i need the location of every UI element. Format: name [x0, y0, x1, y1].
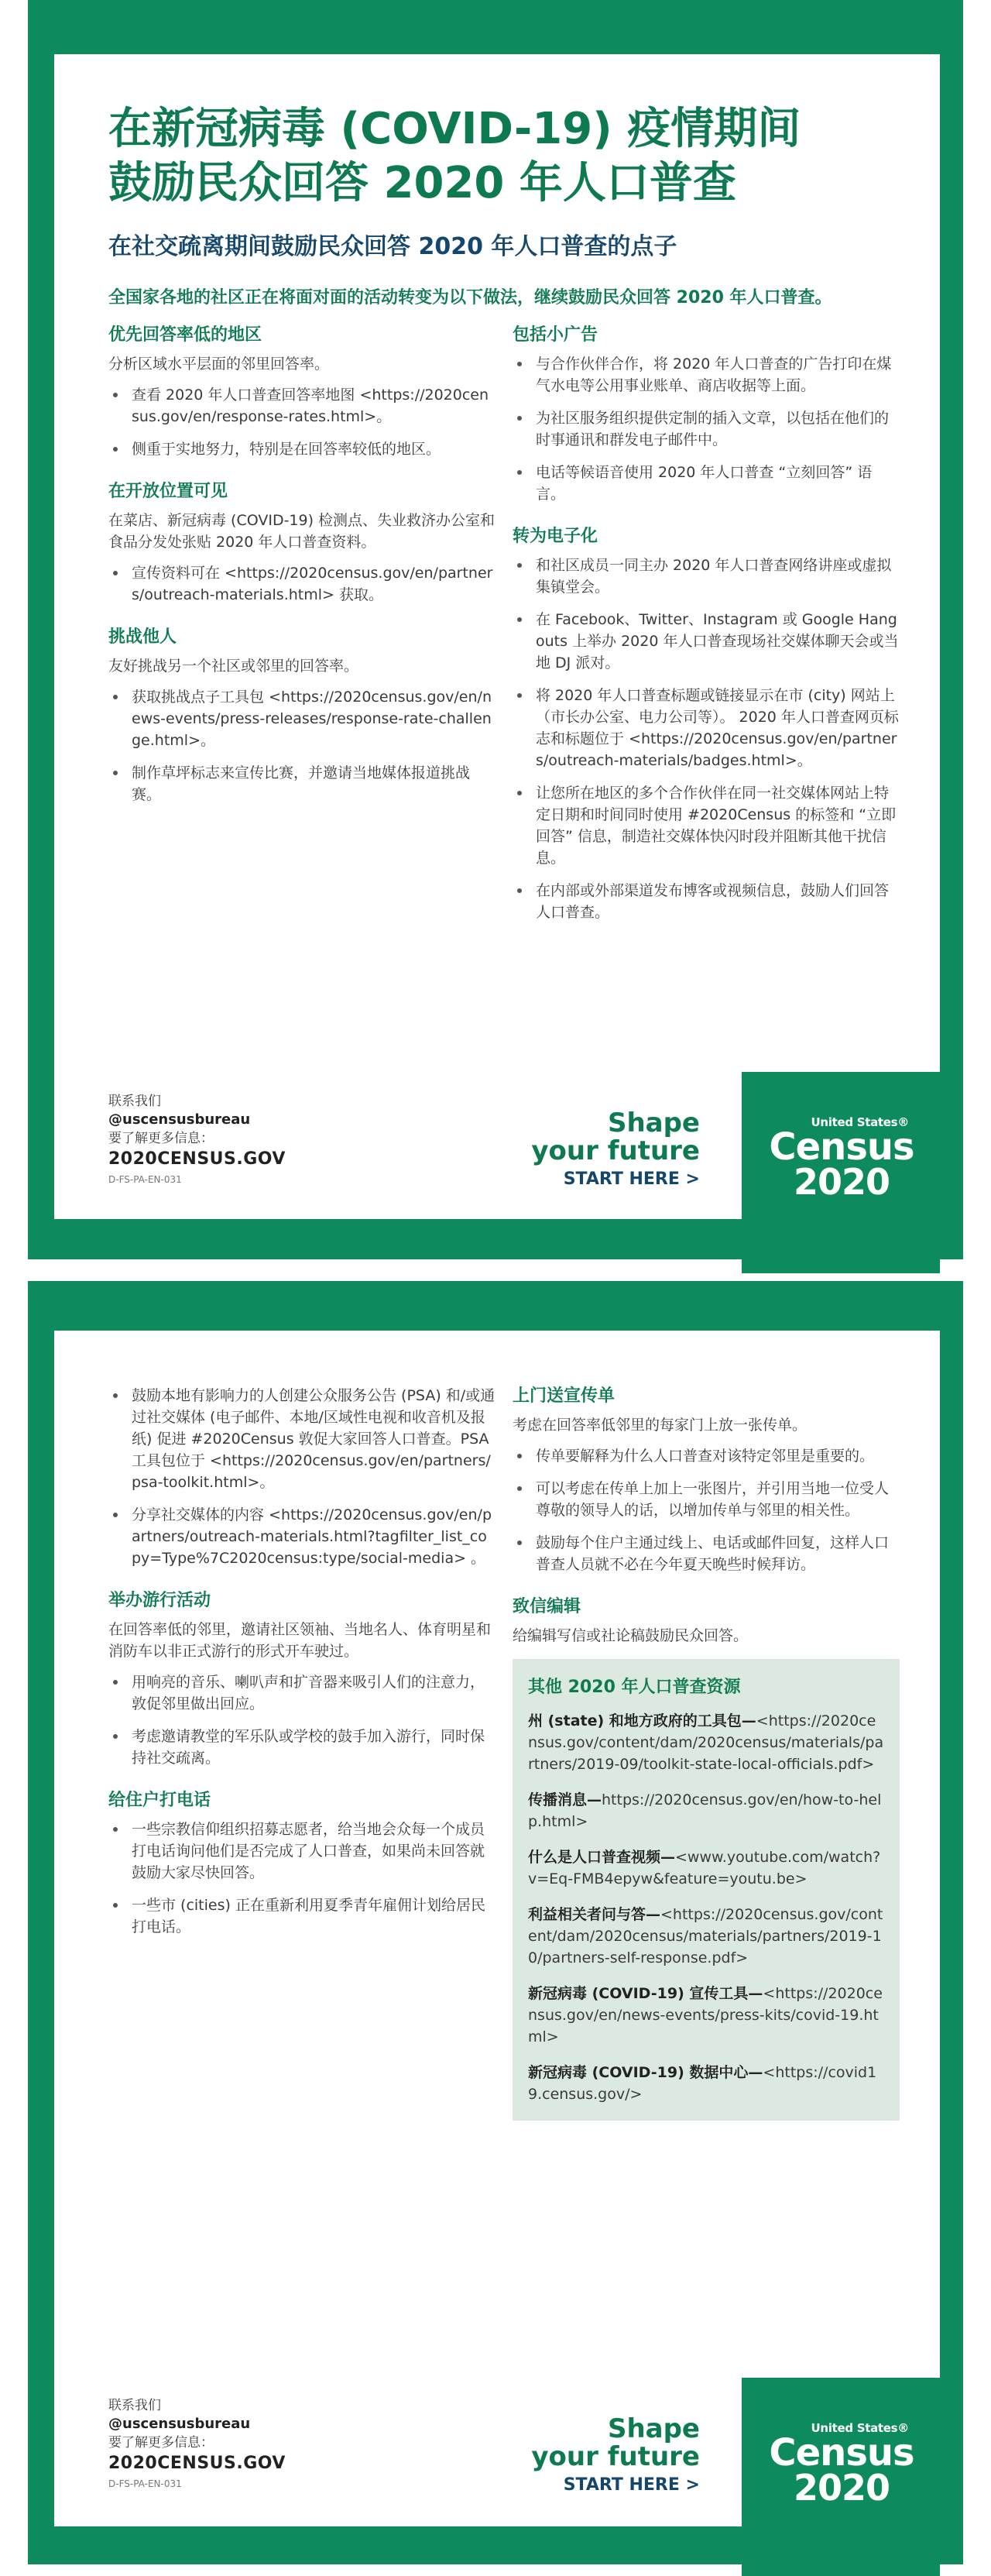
- section-heading: 在开放位置可见: [108, 482, 228, 501]
- bullet-list: [108, 1819, 496, 1938]
- section-challenge-others: [108, 626, 496, 805]
- resource-item: 传播消息—https://2020census.gov/en/how-to-help.html>: [528, 1791, 882, 1830]
- list-item: 在内部或外部渠道发布博客或视频信息，鼓励人们回答人口普查。: [513, 880, 900, 923]
- contact-label: 联系我们: [108, 2398, 161, 2413]
- section-text: 给编辑写信或社论稿鼓励民众回答。: [513, 1627, 749, 1644]
- resource-item: 新冠病毒 (COVID-19) 数据中心—<https://covid19.census.gov/>: [528, 2064, 877, 2103]
- list-item: 一些市 (cities) 正在重新利用夏季青年雇佣计划给居民打电话。: [108, 1894, 496, 1938]
- list-item: 用响亮的音乐、喇叭声和扩音器来吸引人们的注意力，敦促邻里做出回应。: [108, 1671, 496, 1715]
- page-subtitle: 在社交疏离期间鼓励民众回答 2020 年人口普查的点子: [108, 233, 677, 260]
- list-item: 在 Facebook、Twitter、Instagram 或 Google Hangouts 上举办 2020 年人口普查现场社交媒体聊天会或当地 DJ 派对。: [513, 609, 900, 674]
- list-item: 鼓励本地有影响力的人创建公众服务公告 (PSA) 和/或通过社交媒体 (电子邮件、本地/区域性电视和收音机及报纸) 促进 #2020Census 敦促大家回答人口普查。PSA 工具包位于 <https://2020census.gov/en/partners/psa-toolkit.html>。: [108, 1385, 496, 1493]
- shape-your-future-tagline: Shape your future START HERE >: [531, 2415, 700, 2497]
- resource-item: 新冠病毒 (COVID-19) 宣传工具—<https://2020census.gov/en/news-events/press-kits/covid-19.html>: [528, 1985, 883, 2045]
- resources-box: [513, 1659, 900, 2121]
- bullet-list: [513, 555, 900, 923]
- section-influencers: [108, 1385, 496, 1569]
- resource-link[interactable]: <https://2020census.gov/content/dam/2020census/materials/partners/2019-09/toolkit-state-local-officials.pdf>: [528, 1712, 884, 1773]
- resource-item: 利益相关者问与答—<https://2020census.gov/content/dam/2020census/materials/partners/2019-10/partners-self-response.pdf>: [528, 1906, 883, 1966]
- section-heading: 上门送宣传单: [513, 1386, 616, 1406]
- left-column: [108, 1385, 496, 1958]
- list-item: 将 2020 年人口普查标题或链接显示在市 (city) 网站上（市长办公室、电力公司等）。 2020 年人口普查网页标志和标题位于 <https://2020census.gov/en/partners/outreach-materials/badges.html>。: [513, 685, 900, 771]
- list-item: 宣传资料可在 <https://2020census.gov/en/partners/outreach-materials.html> 获取。: [108, 562, 496, 606]
- resources-heading: 其他 2020 年人口普查资源: [528, 1678, 741, 1697]
- section-text: 考虑在回答率低邻里的每家门上放一张传单。: [513, 1417, 808, 1434]
- section-low-response-areas: [108, 324, 496, 460]
- section-heading: 给住户打电话: [108, 1791, 211, 1810]
- document-code: D-FS-PA-EN-031: [108, 2478, 182, 2489]
- section-parade: [108, 1589, 496, 1769]
- section-heading: 转为电子化: [513, 527, 598, 546]
- section-heading: 举办游行活动: [108, 1591, 211, 1610]
- section-text: 友好挑战另一个社区或邻里的回答率。: [108, 658, 359, 675]
- bullet-list: [108, 562, 496, 606]
- website-link[interactable]: 2020CENSUS.GOV: [108, 2454, 286, 2473]
- right-column: [513, 324, 900, 943]
- more-info-label: 要了解更多信息：: [108, 2435, 214, 2451]
- website-link[interactable]: 2020CENSUS.GOV: [108, 1149, 286, 1169]
- document-code: D-FS-PA-EN-031: [108, 1174, 182, 1185]
- list-item: 分享社交媒体的内容 <https://2020census.gov/en/partners/outreach-materials.html?tagfilter_list_copy=Type%7C2020census:type/social-media> 。: [108, 1504, 496, 1569]
- resource-link[interactable]: <www.youtube.com/watch?v=Eq-FMB4epyw&feature=youtu.be>: [528, 1849, 881, 1887]
- page-2: [28, 1281, 963, 2564]
- census-2020-logo: United States® Census 2020: [769, 2421, 914, 2509]
- section-text: 分析区域水平层面的邻里回答率。: [108, 355, 330, 373]
- right-column: [513, 1385, 900, 2121]
- section-text: 在菜店、新冠病毒 (COVID-19) 检测点、失业救济办公室和食品分发处张贴 2020 年人口普查资料。: [108, 512, 496, 551]
- list-item: 侧重于实地努力，特别是在回答率较低的地区。: [108, 438, 496, 460]
- list-item: 与合作伙伴合作，将 2020 年人口普查的广告打印在煤气水电等公用事业账单、商店收据等上面。: [513, 353, 900, 397]
- section-flyers: [513, 1385, 900, 1575]
- resource-link[interactable]: <https://covid19.census.gov/>: [528, 2064, 877, 2103]
- list-item: 考虑邀请教堂的军乐队或学校的鼓手加入游行，同时保持社交疏离。: [108, 1726, 496, 1769]
- list-item: 查看 2020 年人口普查回答率地图 <https://2020census.gov/en/response-rates.html>。: [108, 384, 496, 428]
- list-item: 和社区成员一同主办 2020 年人口普查网络讲座或虚拟集镇堂会。: [513, 555, 900, 598]
- list-item: 可以考虑在传单上加上一张图片，并引用当地一位受人尊敬的领导人的话，以增加传单与邻里的相关性。: [513, 1478, 900, 1521]
- page-1: [28, 0, 963, 1259]
- social-handle[interactable]: @uscensusbureau: [108, 1111, 251, 1128]
- section-text: 在回答率低的邻里，邀请社区领袖、当地名人、体育明星和消防车以非正式游行的形式开车驶过。: [108, 1621, 492, 1660]
- start-here-link[interactable]: START HERE >: [563, 2475, 700, 2495]
- bullet-list: [108, 384, 496, 460]
- list-item: 一些宗教信仰组织招募志愿者，给当地会众每一个成员打电话询问他们是否完成了人口普查，如果尚未回答就鼓励大家尽快回答。: [108, 1819, 496, 1884]
- resource-item: 州 (state) 和地方政府的工具包—<https://2020census.gov/content/dam/2020census/materials/partners/2019-09/toolkit-state-local-officials.pdf>: [528, 1712, 884, 1773]
- footer-contact: [108, 1092, 286, 1187]
- census-logo-block: [742, 1072, 940, 1273]
- list-item: 传单要解释为什么人口普查对该特定邻里是重要的。: [513, 1445, 900, 1467]
- section-small-ads: [513, 324, 900, 505]
- footer-contact: [108, 2396, 286, 2491]
- section-heading: 优先回答率低的地区: [108, 325, 262, 345]
- resource-link[interactable]: <https://2020census.gov/content/dam/2020census/materials/partners/2019-10/partners-self-response.pdf>: [528, 1906, 883, 1966]
- section-letter-to-editor: [513, 1595, 900, 1647]
- section-heading: 致信编辑: [513, 1597, 581, 1616]
- bullet-list: [108, 1671, 496, 1769]
- resource-item: 什么是人口普查视频—<www.youtube.com/watch?v=Eq-FMB4epyw&feature=youtu.be>: [528, 1849, 881, 1887]
- intro-text: 全国家各地的社区正在将面对面的活动转变为以下做法，继续鼓励民众回答 2020 年人口普查。: [108, 288, 832, 307]
- start-here-link[interactable]: START HERE >: [563, 1170, 700, 1189]
- more-info-label: 要了解更多信息：: [108, 1131, 214, 1146]
- section-heading: 挑战他人: [108, 627, 177, 647]
- section-visible-locations: [108, 480, 496, 606]
- bullet-list: [108, 1385, 496, 1569]
- census-2020-logo: United States® Census 2020: [769, 1115, 914, 1203]
- list-item: 鼓励每个住户主通过线上、电话或邮件回复，这样人口普查人员就不必在今年夏天晚些时候拜访。: [513, 1532, 900, 1575]
- section-go-digital: [513, 525, 900, 923]
- list-item: 制作草坪标志来宣传比赛，并邀请当地媒体报道挑战赛。: [108, 762, 496, 805]
- page-body: [54, 1331, 940, 2526]
- page-body: [54, 54, 940, 1219]
- resource-link[interactable]: https://2020census.gov/en/how-to-help.html>: [528, 1791, 882, 1830]
- contact-label: 联系我们: [108, 1094, 161, 1109]
- bullet-list: [108, 686, 496, 805]
- list-item: 让您所在地区的多个合作伙伴在同一社交媒体网站上特定日期和时间同时使用 #2020Census 的标签和 “立即回答” 信息，制造社交媒体快闪时段并阻断其他干扰信息。: [513, 782, 900, 869]
- social-handle[interactable]: @uscensusbureau: [108, 2416, 251, 2432]
- shape-your-future-tagline: Shape your future START HERE >: [531, 1109, 700, 1191]
- resource-link[interactable]: <https://2020census.gov/en/news-events/press-kits/covid-19.html>: [528, 1985, 883, 2045]
- list-item: 电话等候语音使用 2020 年人口普查 “立刻回答” 语言。: [513, 462, 900, 505]
- left-column: [108, 324, 496, 826]
- list-item: 获取挑战点子工具包 <https://2020census.gov/en/news-events/press-releases/response-rate-challenge.html>。: [108, 686, 496, 751]
- bullet-list: [513, 353, 900, 505]
- page-title: 在新冠病毒 (COVID-19) 疫情期间 鼓励民众回答 2020 年人口普查: [108, 104, 801, 208]
- list-item: 为社区服务组织提供定制的插入文章，以包括在他们的时事通讯和群发电子邮件中。: [513, 407, 900, 451]
- bullet-list: [513, 1445, 900, 1575]
- census-logo-block: [742, 2378, 940, 2576]
- section-heading: 包括小广告: [513, 325, 598, 345]
- section-phone-calls: [108, 1789, 496, 1938]
